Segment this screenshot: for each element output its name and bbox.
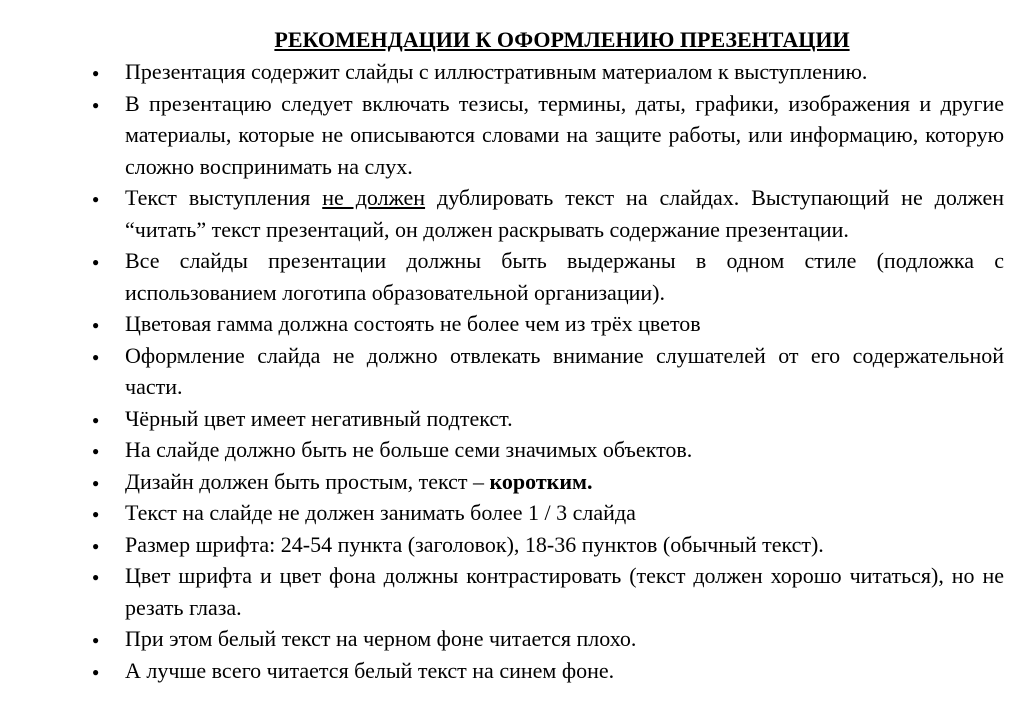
- list-item: [92, 466, 1004, 498]
- bullet-icon: ●: [92, 318, 100, 332]
- list-item: [92, 245, 1004, 308]
- list-item-text: Оформление слайда не должно отвлекать внимание слушателей от его содержательной части.: [125, 342, 1004, 399]
- list-item: [92, 308, 1004, 340]
- bullet-icon: ●: [92, 349, 100, 364]
- bullet-icon: ●: [92, 507, 100, 521]
- bullet-icon: ●: [92, 192, 100, 206]
- bullet-icon: ●: [92, 97, 100, 112]
- list-item: [92, 623, 1004, 655]
- list-item-text: Все слайды презентации должны быть выдержаны в одном стиле (подложка с использованием логотипа образовательной организации).: [125, 248, 1004, 305]
- list-item: [92, 560, 1004, 623]
- bullet-icon: ●: [92, 66, 100, 80]
- list-item: [92, 340, 1004, 403]
- emphasis-bold: коротким.: [489, 468, 593, 494]
- list-item-text: На слайде должно быть не больше семи значимых объектов.: [125, 437, 693, 462]
- bullet-icon: ●: [92, 570, 100, 584]
- list-item: [92, 434, 1004, 466]
- recommendations-list: [92, 56, 1004, 686]
- bullet-icon: ●: [92, 255, 100, 269]
- bullet-icon: ●: [92, 475, 100, 490]
- bullet-icon: ●: [92, 444, 100, 458]
- list-item-text: Чёрный цвет имеет негативный подтекст.: [125, 405, 513, 431]
- list-item-text: Текст на слайде не должен занимать более 1 / 3 слайда: [125, 500, 636, 525]
- list-item: [92, 88, 1004, 183]
- list-item: [92, 655, 1004, 687]
- list-item: [92, 529, 1004, 561]
- list-item-text: При этом белый текст на черном фоне читается плохо.: [125, 626, 637, 651]
- list-item-text: В презентацию следует включать тезисы, термины, даты, графики, изображения и другие материалы, которые не описываются словами на защите работы, или информацию, которую сложно воспринимать на слух.: [125, 90, 1004, 179]
- list-item-text-before: Текст выступления: [125, 185, 323, 210]
- list-item: [92, 497, 1004, 529]
- list-item-text: А лучше всего читается белый текст на синем фоне.: [125, 657, 615, 683]
- list-item-text-after: дублировать текст на слайдах. Выступающий не должен “читать” текст презентаций, он должен раскрывать содержание презентации.: [125, 185, 1005, 242]
- list-item-text: Цветовая гамма должна состоять не более чем из трёх цветов: [125, 311, 701, 336]
- emphasis-underlined: не должен: [322, 185, 426, 210]
- bullet-icon: ●: [92, 633, 100, 647]
- bullet-icon: ●: [92, 412, 100, 427]
- bullet-icon: ●: [92, 538, 100, 553]
- list-item: [92, 403, 1004, 435]
- page-title: РЕКОМЕНДАЦИИ К ОФОРМЛЕНИЮ ПРЕЗЕНТАЦИИ: [274, 27, 850, 52]
- list-item-text: Размер шрифта: 24-54 пункта (заголовок), 18-36 пунктов (обычный текст).: [125, 531, 824, 557]
- list-item: [92, 182, 1004, 245]
- bullet-icon: ●: [92, 664, 100, 679]
- list-item: [92, 56, 1004, 88]
- list-item-text: Цвет шрифта и цвет фона должны контрастировать (текст должен хорошо читаться), но не резать глаза.: [125, 563, 1004, 620]
- list-item-text: Презентация содержит слайды с иллюстративным материалом к выступлению.: [125, 59, 868, 84]
- list-item-text-before: Дизайн должен быть простым, текст –: [125, 468, 490, 494]
